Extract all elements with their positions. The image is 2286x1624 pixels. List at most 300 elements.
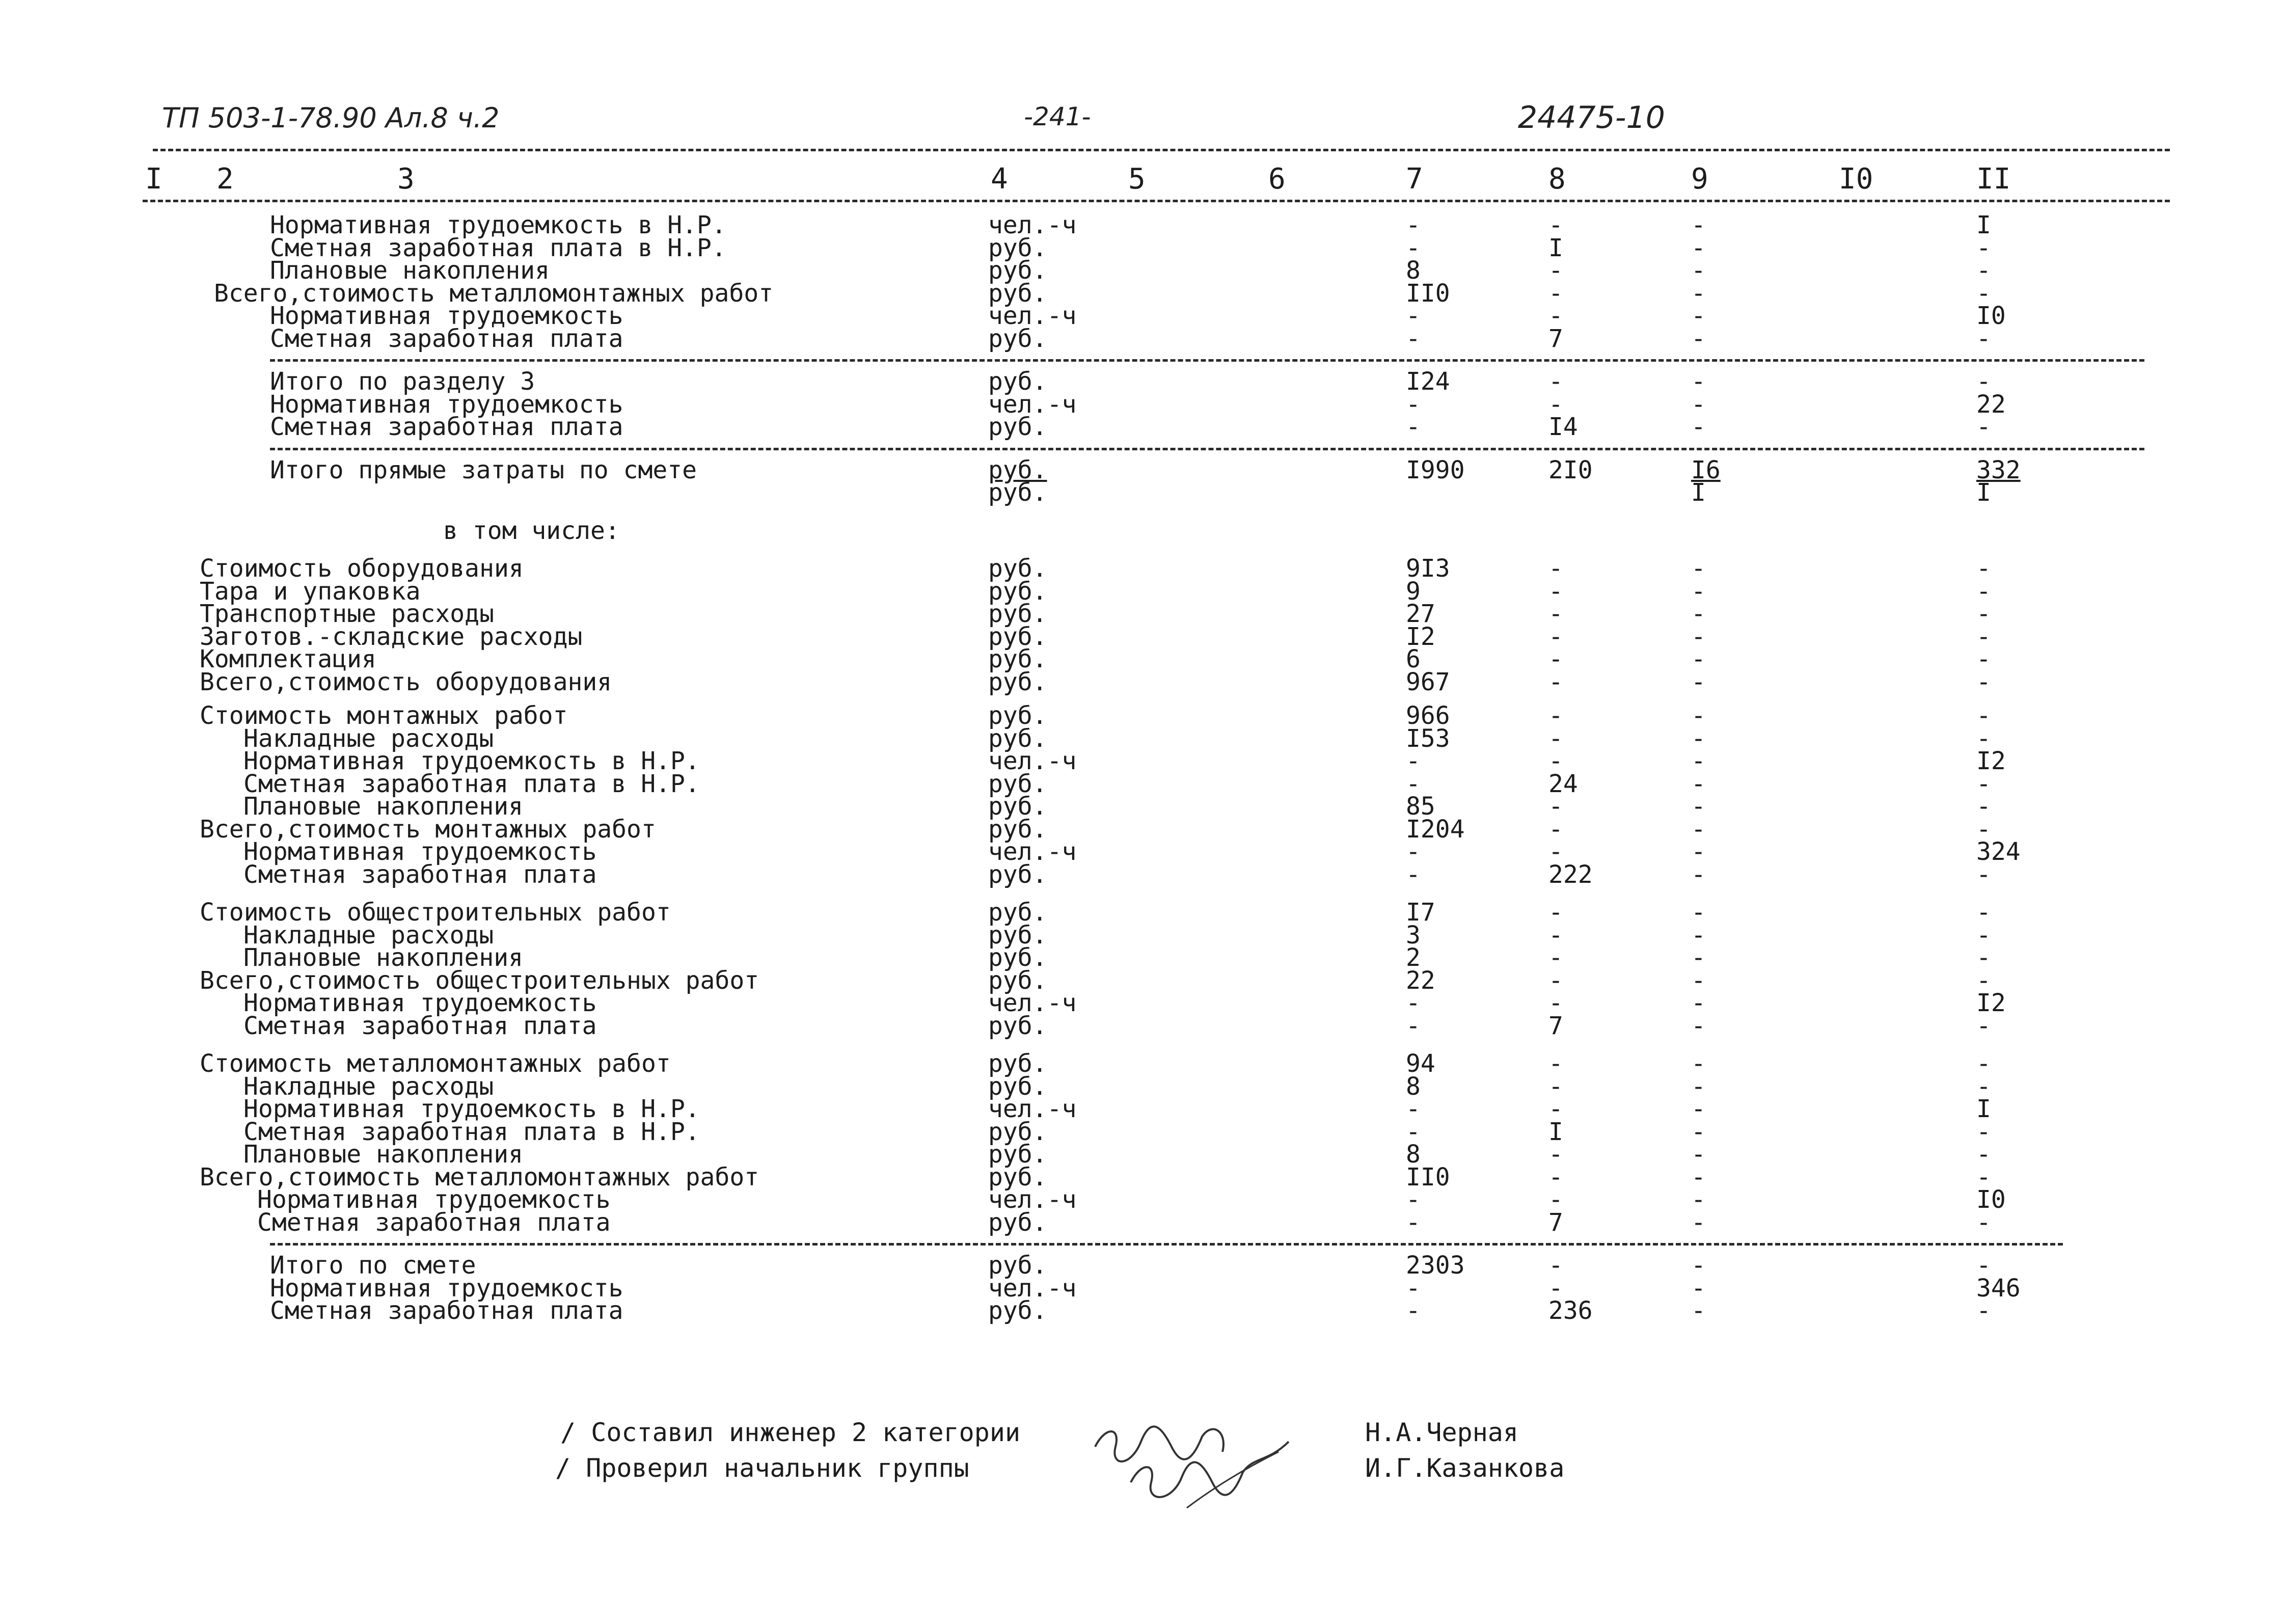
table-row: [0, 645, 2286, 673]
table-cell: -: [1548, 1185, 1563, 1214]
table-row: [0, 478, 2286, 507]
table-cell: -: [1406, 860, 1421, 889]
table-cell: -: [1691, 1072, 1706, 1101]
table-row: [0, 302, 2286, 330]
table-cell: руб.: [988, 667, 1047, 696]
table-cell: в том числе:: [443, 516, 620, 545]
table-cell: руб.: [988, 645, 1047, 673]
table-cell: -: [1548, 600, 1563, 628]
table-cell: руб.: [988, 769, 1047, 798]
table-cell: 85: [1406, 792, 1435, 821]
table-cell: -: [1548, 1049, 1563, 1078]
table-cell: руб.: [988, 943, 1047, 972]
table-cell: руб.: [988, 1140, 1047, 1169]
table-cell: -: [1691, 554, 1706, 583]
table-cell: Всего,стоимость оборудования: [200, 667, 612, 696]
table-cell: -: [1548, 989, 1563, 1017]
col-10: I0: [1839, 163, 1873, 196]
table-cell: -: [1548, 815, 1563, 844]
table-cell: 2303: [1406, 1251, 1465, 1280]
table-row: [0, 667, 2286, 696]
table-cell: -: [1691, 792, 1706, 821]
table-cell: Сметная заработная плата в Н.Р.: [270, 233, 726, 262]
col-4: 4: [991, 163, 1008, 196]
table-cell: Сметная заработная плата: [270, 324, 623, 353]
table-cell: -: [1691, 1049, 1706, 1078]
table-cell: Сметная заработная плата в Н.Р.: [243, 1117, 700, 1146]
table-cell: -: [1548, 367, 1563, 396]
table-row: [0, 554, 2286, 583]
table-cell: II0: [1406, 279, 1450, 308]
table-cell: чел.-ч: [988, 747, 1077, 775]
table-cell: I990: [1406, 455, 1465, 484]
table-row: [0, 1251, 2286, 1280]
table-cell: Стоимость оборудования: [200, 554, 524, 583]
table-row: [0, 943, 2286, 972]
table-cell: -: [1691, 966, 1706, 995]
table-cell: Сметная заработная плата: [257, 1208, 611, 1237]
table-cell: руб.: [988, 600, 1047, 628]
table-cell: -: [1691, 898, 1706, 927]
table-cell: 22: [1406, 966, 1435, 995]
table-cell: -: [1976, 898, 1991, 927]
table-cell: 332: [1976, 455, 2021, 484]
table-cell: -: [1548, 667, 1563, 696]
table-cell: Транспортные расходы: [200, 600, 494, 628]
table-cell: Стоимость металломонтажных работ: [200, 1049, 671, 1078]
composed-by-label: / Составил инженер 2 категории: [560, 1418, 1021, 1447]
table-cell: -: [1548, 701, 1563, 730]
table-cell: руб.: [988, 966, 1047, 995]
table-cell: -: [1691, 211, 1706, 239]
table-cell: -: [1976, 1011, 1991, 1040]
table-cell: -: [1406, 769, 1421, 798]
table-cell: чел.-ч: [988, 1274, 1077, 1303]
table-cell: 9: [1406, 577, 1421, 606]
table-cell: -: [1976, 943, 1991, 972]
table-row: [0, 1296, 2286, 1325]
table-row: [0, 211, 2286, 239]
table-cell: Стоимость общестроительных работ: [200, 898, 671, 927]
table-cell: -: [1691, 1208, 1706, 1237]
table-cell: -: [1691, 1185, 1706, 1214]
table-cell: 8: [1406, 256, 1421, 285]
table-row: [0, 1011, 2286, 1040]
table-cell: -: [1691, 1095, 1706, 1123]
table-cell: Комплектация: [200, 645, 376, 673]
table-cell: I0: [1976, 302, 2006, 330]
table-cell: Нормативная трудоемкость: [243, 989, 597, 1017]
table-cell: 346: [1976, 1274, 2021, 1303]
table-cell: Накладные расходы: [243, 724, 494, 753]
table-cell: 7: [1548, 1011, 1563, 1040]
table-cell: Нормативная трудоемкость в Н.Р.: [243, 747, 700, 775]
col-2: 2: [216, 163, 234, 196]
table-cell: -: [1691, 667, 1706, 696]
table-cell: руб.: [988, 367, 1047, 396]
table-cell: I2: [1976, 747, 2006, 775]
table-cell: чел.-ч: [988, 1185, 1077, 1214]
table-cell: руб.: [988, 1011, 1047, 1040]
table-cell: -: [1691, 622, 1706, 651]
table-cell: -: [1548, 792, 1563, 821]
table-cell: Всего,стоимость металломонтажных работ: [214, 279, 774, 308]
table-row: [0, 367, 2286, 396]
table-cell: -: [1691, 256, 1706, 285]
header-rule-top: [153, 149, 2170, 151]
table-cell: 22: [1976, 390, 2006, 419]
table-cell: Нормативная трудоемкость: [243, 837, 597, 866]
table-cell: -: [1406, 302, 1421, 330]
table-cell: -: [1406, 1208, 1421, 1237]
table-cell: Всего,стоимость металломонтажных работ: [200, 1162, 759, 1192]
table-cell: -: [1691, 943, 1706, 972]
table-cell: II0: [1406, 1162, 1450, 1192]
table-cell: 236: [1548, 1296, 1593, 1325]
table-cell: -: [1548, 724, 1563, 753]
table-cell: -: [1548, 1072, 1563, 1101]
table-cell: Заготов.-складские расходы: [200, 622, 583, 651]
table-cell: -: [1691, 860, 1706, 889]
table-cell: Нормативная трудоемкость в Н.Р.: [243, 1095, 700, 1123]
table-cell: руб.: [988, 1251, 1047, 1280]
table-cell: Сметная заработная плата: [243, 860, 597, 889]
table-cell: -: [1976, 554, 1991, 583]
table-cell: -: [1691, 390, 1706, 419]
table-cell: -: [1976, 1162, 1991, 1192]
table-row: [0, 989, 2286, 1017]
table-cell: I4: [1548, 413, 1578, 441]
col-9: 9: [1691, 163, 1708, 196]
table-cell: -: [1548, 1162, 1563, 1192]
table-cell: руб.: [988, 413, 1047, 441]
table-cell: -: [1976, 1117, 1991, 1146]
table-cell: -: [1406, 233, 1421, 262]
table-cell: -: [1548, 256, 1563, 285]
table-cell: руб.: [988, 724, 1047, 753]
table-row: [0, 1208, 2286, 1237]
table-cell: 6: [1406, 645, 1421, 673]
table-cell: -: [1976, 645, 1991, 673]
table-cell: 222: [1548, 860, 1593, 889]
table-cell: чел.-ч: [988, 1095, 1077, 1123]
table-cell: -: [1548, 577, 1563, 606]
table-cell: -: [1976, 860, 1991, 889]
table-cell: -: [1548, 943, 1563, 972]
table-cell: -: [1691, 233, 1706, 262]
table-cell: -: [1976, 921, 1991, 950]
table-cell: I0: [1976, 1185, 2006, 1214]
table-cell: чел.-ч: [988, 390, 1077, 419]
table-row: [0, 701, 2286, 730]
table-cell: Всего,стоимость общестроительных работ: [200, 966, 759, 995]
table-cell: -: [1406, 837, 1421, 866]
table-cell: руб.: [988, 1296, 1047, 1325]
col-3: 3: [397, 163, 415, 196]
table-cell: -: [1976, 769, 1991, 798]
table-cell: Стоимость монтажных работ: [200, 701, 568, 730]
table-cell: Плановые накопления: [243, 943, 524, 972]
table-cell: -: [1691, 989, 1706, 1017]
table-cell: -: [1691, 769, 1706, 798]
table-cell: -: [1406, 1117, 1421, 1146]
table-cell: руб.: [988, 622, 1047, 651]
table-cell: руб.: [988, 860, 1047, 889]
table-cell: -: [1691, 1011, 1706, 1040]
table-cell: -: [1976, 413, 1991, 441]
table-cell: -: [1406, 1296, 1421, 1325]
table-row: [0, 747, 2286, 775]
col-1: I: [145, 163, 162, 196]
table-cell: -: [1976, 792, 1991, 821]
table-cell: Накладные расходы: [243, 921, 494, 950]
table-cell: 9I3: [1406, 554, 1450, 583]
table-cell: -: [1548, 1140, 1563, 1169]
table-cell: Сметная заработная плата: [270, 413, 623, 441]
table-cell: Накладные расходы: [243, 1072, 494, 1101]
table-cell: -: [1548, 390, 1563, 419]
table-cell: Сметная заработная плата в Н.Р.: [243, 769, 700, 798]
table-row: [0, 413, 2286, 441]
table-cell: -: [1976, 324, 1991, 353]
table-cell: чел.-ч: [988, 837, 1077, 866]
table-cell: -: [1548, 622, 1563, 651]
table-cell: руб.: [988, 898, 1047, 927]
table-cell: -: [1406, 324, 1421, 353]
table-cell: -: [1548, 211, 1563, 239]
table-cell: -: [1691, 815, 1706, 844]
table-row: [0, 324, 2286, 353]
page-number: -241-: [1024, 102, 1091, 131]
table-cell: -: [1691, 279, 1706, 308]
table-row: [0, 600, 2286, 628]
table-cell: I2: [1406, 622, 1435, 651]
table-cell: -: [1976, 1140, 1991, 1169]
table-cell: руб.: [988, 233, 1047, 262]
table-cell: 324: [1976, 837, 2021, 866]
table-cell: 94: [1406, 1049, 1435, 1078]
table-cell: I7: [1406, 898, 1435, 927]
table-row: [0, 1049, 2286, 1078]
table-cell: -: [1691, 701, 1706, 730]
table-cell: Нормативная трудоемкость: [257, 1185, 611, 1214]
table-row: [0, 1140, 2286, 1169]
table-cell: руб.: [988, 256, 1047, 285]
table-cell: руб.: [988, 1072, 1047, 1101]
table-cell: Итого прямые затраты по смете: [270, 455, 697, 484]
table-cell: -: [1691, 724, 1706, 753]
table-cell: 967: [1406, 667, 1450, 696]
table-cell: руб.: [988, 1208, 1047, 1237]
table-cell: -: [1691, 413, 1706, 441]
table-cell: руб.: [988, 324, 1047, 353]
table-cell: -: [1691, 747, 1706, 775]
table-cell: -: [1691, 921, 1706, 950]
table-cell: -: [1548, 921, 1563, 950]
table-cell: -: [1548, 837, 1563, 866]
table-cell: I: [1976, 478, 1991, 507]
table-cell: 2I0: [1548, 455, 1593, 484]
table-cell: 2: [1406, 943, 1421, 972]
table-cell: I2: [1976, 989, 2006, 1017]
table-cell: 8: [1406, 1140, 1421, 1169]
table-cell: -: [1976, 701, 1991, 730]
table-cell: руб.: [988, 792, 1047, 821]
table-cell: Плановые накопления: [270, 256, 550, 285]
col-8: 8: [1548, 163, 1566, 196]
table-cell: Сметная заработная плата: [243, 1011, 597, 1040]
col-5: 5: [1128, 163, 1146, 196]
section-heading: [0, 516, 2286, 545]
table-cell: Нормативная трудоемкость: [270, 390, 623, 419]
table-cell: -: [1976, 815, 1991, 844]
table-cell: -: [1976, 1208, 1991, 1237]
table-cell: -: [1548, 898, 1563, 927]
table-cell: I24: [1406, 367, 1450, 396]
table-cell: -: [1976, 1296, 1991, 1325]
table-row: [0, 837, 2286, 866]
table-cell: -: [1548, 1095, 1563, 1123]
table-cell: Итого по смете: [270, 1251, 476, 1280]
table-cell: Итого по разделу 3: [270, 367, 535, 396]
composed-by-name: Н.А.Черная: [1365, 1418, 1519, 1447]
table-cell: -: [1548, 747, 1563, 775]
table-row: [0, 1185, 2286, 1214]
table-cell: -: [1691, 302, 1706, 330]
table-cell: руб.: [988, 554, 1047, 583]
table-cell: 3: [1406, 921, 1421, 950]
table-cell: I: [1548, 233, 1563, 262]
table-cell: -: [1976, 256, 1991, 285]
table-row: [0, 792, 2286, 821]
table-cell: -: [1976, 367, 1991, 396]
table-cell: -: [1548, 302, 1563, 330]
table-cell: -: [1406, 413, 1421, 441]
col-11: II: [1976, 163, 2011, 196]
checked-by-label: / Проверил начальник группы: [555, 1453, 969, 1483]
table-row: [0, 1095, 2286, 1123]
table-cell: -: [1976, 279, 1991, 308]
table-cell: -: [1691, 367, 1706, 396]
table-cell: Всего,стоимость монтажных работ: [200, 815, 656, 844]
table-cell: Сметная заработная плата: [270, 1296, 623, 1325]
table-row: [0, 256, 2286, 285]
table-cell: Плановые накопления: [243, 792, 524, 821]
inventory-number: 24475-10: [1518, 100, 1665, 136]
table-cell: руб.: [988, 577, 1047, 606]
table-row: [0, 898, 2286, 927]
doc-code: ТП 503-1-78.90 Ал.8 ч.2: [162, 102, 500, 134]
table-cell: руб.: [988, 1162, 1047, 1192]
table-cell: I53: [1406, 724, 1450, 753]
table-cell: I: [1976, 211, 1991, 239]
table-cell: руб.: [988, 815, 1047, 844]
table-cell: -: [1691, 1296, 1706, 1325]
table-cell: -: [1406, 1274, 1421, 1303]
table-cell: -: [1406, 211, 1421, 239]
table-cell: -: [1691, 645, 1706, 673]
table-cell: -: [1406, 989, 1421, 1017]
table-cell: руб.: [988, 701, 1047, 730]
checked-by-name: И.Г.Казанкова: [1365, 1453, 1565, 1483]
estimate-table: [0, 211, 2286, 1325]
col-6: 6: [1268, 163, 1286, 196]
table-cell: руб.: [988, 1049, 1047, 1078]
table-cell: Нормативная трудоемкость: [270, 302, 623, 330]
table-cell: чел.-ч: [988, 989, 1077, 1017]
table-cell: I: [1976, 1095, 1991, 1123]
table-cell: руб.: [988, 279, 1047, 308]
table-cell: -: [1548, 279, 1563, 308]
header-rule-bottom: [143, 200, 2170, 202]
table-cell: Тара и упаковка: [200, 577, 421, 606]
table-row: [0, 455, 2286, 484]
table-cell: Нормативная трудоемкость: [270, 1274, 623, 1303]
table-cell: 7: [1548, 324, 1563, 353]
table-cell: -: [1406, 390, 1421, 419]
table-cell: -: [1976, 577, 1991, 606]
table-cell: -: [1691, 837, 1706, 866]
table-cell: чел.-ч: [988, 211, 1077, 239]
table-cell: -: [1548, 966, 1563, 995]
table-cell: Нормативная трудоемкость в Н.Р.: [270, 211, 726, 239]
table-cell: -: [1691, 1274, 1706, 1303]
table-cell: I: [1548, 1117, 1563, 1146]
table-cell: -: [1976, 600, 1991, 628]
table-cell: -: [1691, 324, 1706, 353]
table-cell: 8: [1406, 1072, 1421, 1101]
table-cell: I: [1691, 478, 1706, 507]
table-cell: руб.: [988, 921, 1047, 950]
table-cell: -: [1691, 600, 1706, 628]
table-cell: -: [1691, 1140, 1706, 1169]
signature-image: [1085, 1406, 1299, 1523]
table-cell: -: [1976, 1049, 1991, 1078]
table-cell: -: [1976, 724, 1991, 753]
table-cell: -: [1548, 1251, 1563, 1280]
table-cell: -: [1976, 1072, 1991, 1101]
table-cell: 27: [1406, 600, 1435, 628]
table-cell: -: [1548, 554, 1563, 583]
table-cell: -: [1976, 667, 1991, 696]
table-cell: -: [1691, 1251, 1706, 1280]
table-cell: -: [1406, 1011, 1421, 1040]
table-cell: 7: [1548, 1208, 1563, 1237]
table-cell: -: [1406, 1095, 1421, 1123]
table-cell: -: [1548, 1274, 1563, 1303]
table-cell: I6: [1691, 455, 1721, 484]
table-cell: руб.: [988, 455, 1047, 484]
table-cell: Плановые накопления: [243, 1140, 524, 1169]
table-row: [0, 860, 2286, 889]
col-7: 7: [1406, 163, 1423, 196]
table-cell: I204: [1406, 815, 1465, 844]
table-cell: 966: [1406, 701, 1450, 730]
table-cell: 24: [1548, 769, 1578, 798]
table-cell: -: [1976, 1251, 1991, 1280]
table-cell: -: [1548, 645, 1563, 673]
table-cell: -: [1691, 1117, 1706, 1146]
table-cell: -: [1976, 233, 1991, 262]
table-cell: -: [1406, 1185, 1421, 1214]
table-cell: -: [1976, 966, 1991, 995]
table-cell: -: [1976, 622, 1991, 651]
table-cell: -: [1691, 1162, 1706, 1192]
table-cell: чел.-ч: [988, 302, 1077, 330]
table-cell: -: [1406, 747, 1421, 775]
table-cell: руб.: [988, 1117, 1047, 1146]
table-cell: -: [1691, 577, 1706, 606]
